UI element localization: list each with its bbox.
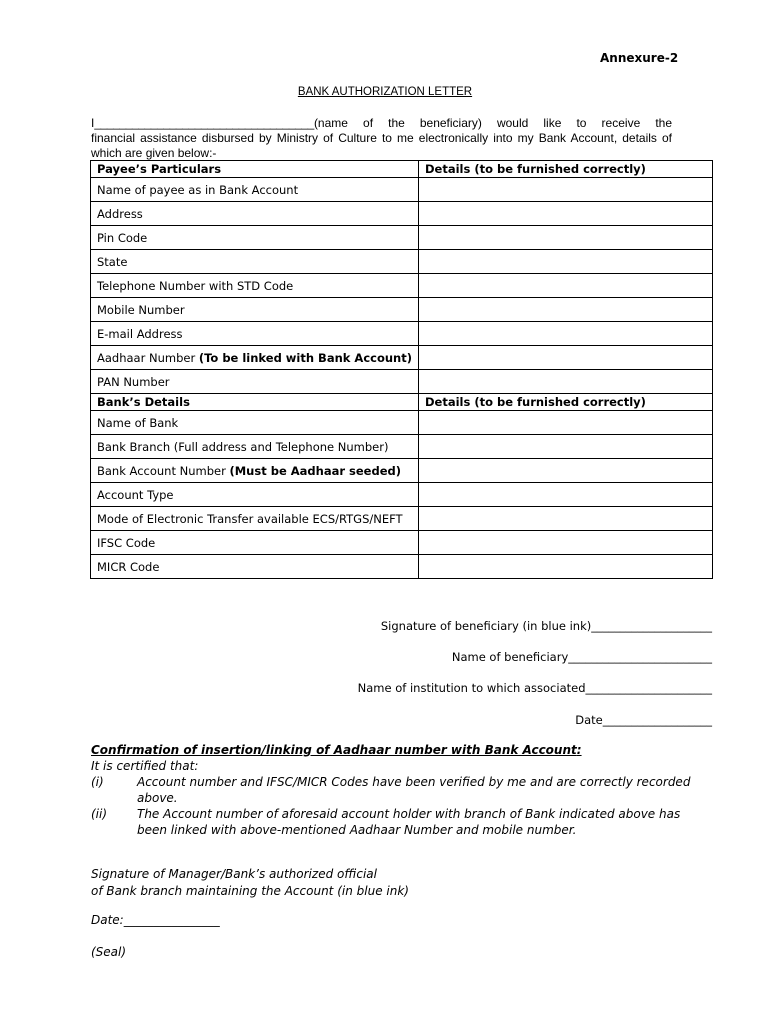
details-table: [90, 160, 713, 579]
table-row: Aadhaar Number (To be linked with Bank Account): [91, 346, 713, 370]
beneficiary-name-blank: ___________________________________: [94, 116, 314, 130]
payee-detail-cell[interactable]: [418, 250, 712, 274]
bank-header-row: [91, 394, 713, 411]
beneficiary-name-line[interactable]: Name of beneficiary_________________________: [451, 650, 712, 664]
payee-detail-cell[interactable]: [418, 178, 712, 202]
annexure-label: Annexure-2: [600, 51, 679, 65]
confirmation-heading: Confirmation of insertion/linking of Aadhaar number with Bank Account: [91, 743, 577, 757]
intro-line-1: I___________________________________(name of the beneficiary) would like to receive the: [91, 116, 672, 130]
bank-detail-cell[interactable]: [418, 507, 712, 531]
aadhaar-confirmation-section: Confirmation of insertion/linking of Aadhaar number with Bank Account: It is certified that: (i) Account number and IFSC/MICR Codes have been verified by me and are correctly recorded above. (ii) The Account number of aforesaid account holder with branch of Bank indicated above has been linked with above-mentioned Aadhaar Number and mobile number.: [91, 743, 691, 837]
manager-signature-block: Signature of Manager/Bank’s authorized official of Bank branch maintaining the Account (in blue ink): [91, 867, 409, 898]
table-row: Bank Branch (Full address and Telephone Number): [91, 435, 713, 459]
bank-detail-cell[interactable]: [418, 459, 712, 483]
payee-detail-cell[interactable]: [418, 274, 712, 298]
payee-detail-cell[interactable]: [418, 202, 712, 226]
table-row: Name of Bank: [91, 411, 713, 435]
table-row: PAN Number: [91, 370, 713, 394]
table-row: Telephone Number with STD Code: [91, 274, 713, 298]
payee-header-label: Payee’s Particulars: [91, 161, 419, 178]
bank-detail-cell[interactable]: [418, 531, 712, 555]
manager-date-line[interactable]: Date:________________: [91, 913, 220, 927]
table-row: Account Type: [91, 483, 713, 507]
table-row: State: [91, 250, 713, 274]
payee-header-row: [91, 161, 713, 178]
table-row: Address: [91, 202, 713, 226]
intro-rest: financial assistance disbursed by Ministry of Culture to me electronically into my Bank Account, details of which are given below:-: [91, 131, 672, 160]
table-row: Pin Code: [91, 226, 713, 250]
bank-detail-cell[interactable]: [418, 435, 712, 459]
payee-header-details: Details (to be furnished correctly): [418, 161, 712, 178]
bank-detail-cell[interactable]: [418, 555, 712, 579]
table-row: Mobile Number: [91, 298, 713, 322]
seal-label: (Seal): [91, 945, 127, 959]
bank-detail-cell[interactable]: [418, 483, 712, 507]
list-item: (ii) The Account number of aforesaid account holder with branch of Bank indicated above has been linked with above-mentioned Aadhaar Number and mobile number.: [91, 807, 681, 837]
payee-detail-cell[interactable]: [418, 370, 712, 394]
page-title: BANK AUTHORIZATION LETTER: [297, 86, 473, 98]
bank-header-label: Bank’s Details: [91, 394, 419, 411]
certified-text: It is certified that:: [91, 759, 199, 773]
intro-paragraph: [91, 116, 672, 161]
bank-header-details: Details (to be furnished correctly): [418, 394, 712, 411]
table-row: E-mail Address: [91, 322, 713, 346]
bank-detail-cell[interactable]: [418, 411, 712, 435]
beneficiary-signature-line[interactable]: Signature of beneficiary (in blue ink)_____________________: [380, 619, 712, 633]
table-row: Bank Account Number (Must be Aadhaar seeded): [91, 459, 713, 483]
beneficiary-date-line[interactable]: Date___________________: [575, 713, 712, 727]
table-row: IFSC Code: [91, 531, 713, 555]
payee-detail-cell[interactable]: [418, 322, 712, 346]
payee-detail-cell[interactable]: [418, 346, 712, 370]
table-row: Name of payee as in Bank Account: [91, 178, 713, 202]
institution-name-line[interactable]: Name of institution to which associated______________________: [357, 681, 712, 695]
list-item: (i) Account number and IFSC/MICR Codes have been verified by me and are correctly recorded above.: [91, 775, 691, 805]
table-row: MICR Code: [91, 555, 713, 579]
table-row: Mode of Electronic Transfer available ECS/RTGS/NEFT: [91, 507, 713, 531]
payee-detail-cell[interactable]: [418, 226, 712, 250]
payee-detail-cell[interactable]: [418, 298, 712, 322]
